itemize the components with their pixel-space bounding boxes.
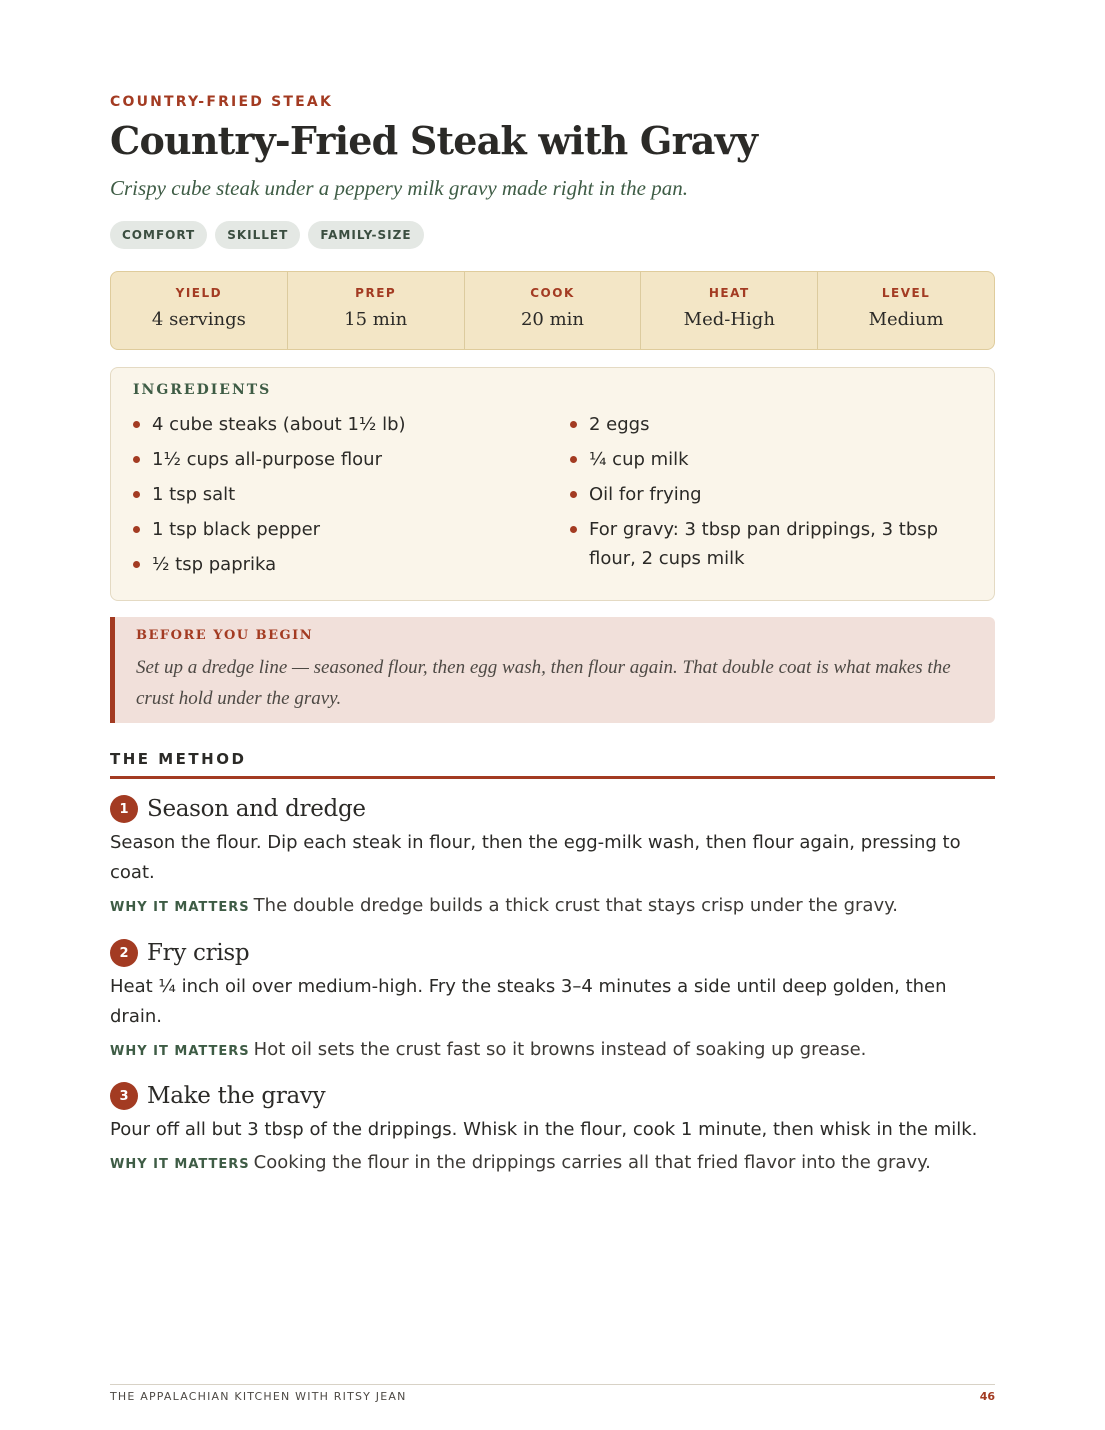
- recipe-kicker: COUNTRY-FRIED STEAK: [110, 94, 334, 110]
- why-label: WHY IT MATTERS: [110, 1157, 250, 1172]
- footer-divider: [110, 1384, 995, 1385]
- bullet-dot-icon: [133, 561, 140, 568]
- bullet-dot-icon: [133, 456, 140, 463]
- ingredient-text: For gravy: 3 tbsp pan drippings, 3 tbsp flour, 2 cups milk: [589, 519, 939, 569]
- step-title: Fry crisp: [147, 940, 250, 966]
- method-step-3: [110, 1081, 995, 1180]
- step-body: Heat ¼ inch oil over medium-high. Fry the steaks 3–4 minutes a side until deep golden, then drain.: [110, 976, 947, 1027]
- ingredient-item: [133, 550, 543, 579]
- ingredient-text: 2 eggs: [589, 414, 650, 435]
- step-why: [110, 1035, 995, 1067]
- tag-list: [110, 221, 424, 249]
- stat-label: PREP: [355, 286, 397, 300]
- step-number-badge: 2: [110, 939, 138, 967]
- bullet-dot-icon: [570, 421, 577, 428]
- step-header: [110, 938, 995, 968]
- stat-level: [818, 272, 994, 349]
- stat-value: Med-High: [683, 309, 775, 330]
- step-number-badge: 3: [110, 1082, 138, 1110]
- step-header: [110, 1081, 995, 1111]
- stat-prep: [288, 272, 465, 349]
- step-header: [110, 794, 995, 824]
- tag-comfort: COMFORT: [110, 221, 207, 249]
- why-text: Cooking the flour in the drippings carries all that fried flavor into the gravy.: [253, 1152, 931, 1173]
- stat-label: HEAT: [708, 286, 750, 300]
- callout-heading: BEFORE YOU BEGIN: [136, 628, 314, 643]
- ingredients-right-column: [570, 410, 965, 579]
- step-title: Make the gravy: [147, 1083, 326, 1109]
- ingredient-text: 1 tsp salt: [152, 484, 236, 505]
- footer-book-title: THE APPALACHIAN KITCHEN WITH RITSY JEAN: [110, 1390, 407, 1403]
- stat-label: COOK: [530, 286, 575, 300]
- why-text: The double dredge builds a thick crust that stays crisp under the gravy.: [253, 895, 898, 916]
- ingredient-item: [133, 480, 543, 509]
- recipe-subtitle: Crispy cube steak under a peppery milk gravy made right in the pan.: [110, 176, 688, 200]
- tag-family-size: FAMILY-SIZE: [308, 221, 423, 249]
- stat-value: 4 servings: [151, 309, 246, 330]
- step-why: [110, 1148, 995, 1180]
- method-step-1: [110, 794, 995, 923]
- stat-yield: [111, 272, 288, 349]
- bullet-dot-icon: [133, 526, 140, 533]
- method-heading: THE METHOD: [110, 750, 247, 768]
- why-label: WHY IT MATTERS: [110, 900, 250, 915]
- ingredient-text: 1½ cups all-purpose flour: [152, 449, 382, 470]
- step-why: [110, 891, 995, 923]
- method-divider: [110, 776, 995, 779]
- ingredient-item: [570, 445, 965, 474]
- why-text: Hot oil sets the crust fast so it browns instead of soaking up grease.: [253, 1039, 867, 1060]
- ingredient-text: 4 cube steaks (about 1½ lb): [152, 414, 406, 435]
- recipe-stats-bar: [110, 271, 995, 350]
- bullet-dot-icon: [133, 421, 140, 428]
- step-body: Pour off all but 3 tbsp of the drippings. Whisk in the flour, cook 1 minute, then whisk in the milk.: [110, 1119, 978, 1140]
- ingredient-item: [133, 410, 543, 439]
- bullet-dot-icon: [133, 491, 140, 498]
- stat-cook: [465, 272, 642, 349]
- recipe-title: Country-Fried Steak with Gravy: [110, 118, 758, 163]
- step-number-badge: 1: [110, 795, 138, 823]
- ingredient-item: [570, 410, 965, 439]
- ingredient-text: 1 tsp black pepper: [152, 519, 321, 540]
- ingredient-item: [570, 515, 965, 573]
- ingredient-item: [133, 445, 543, 474]
- ingredient-item: [570, 480, 965, 509]
- stat-heat: [641, 272, 818, 349]
- why-label: WHY IT MATTERS: [110, 1044, 250, 1059]
- bullet-dot-icon: [570, 456, 577, 463]
- stat-value: 20 min: [520, 309, 585, 330]
- ingredient-item: [133, 515, 543, 544]
- bullet-dot-icon: [570, 526, 577, 533]
- stat-value: 15 min: [344, 309, 408, 330]
- tag-skillet: SKILLET: [215, 221, 300, 249]
- ingredients-box: [110, 367, 995, 601]
- ingredients-left-column: [133, 410, 543, 585]
- step-title: Season and dredge: [147, 796, 366, 822]
- ingredient-text: ½ tsp paprika: [152, 554, 277, 575]
- method-step-2: [110, 938, 995, 1067]
- page-number: 46: [979, 1390, 995, 1403]
- ingredients-heading: INGREDIENTS: [133, 382, 272, 398]
- step-body: Season the flour. Dip each steak in flour, then the egg-milk wash, then flour again, pressing to coat.: [110, 832, 961, 883]
- stat-label: LEVEL: [881, 286, 931, 300]
- callout-text: Set up a dredge line — seasoned flour, then egg wash, then flour again. That double coat is what makes the crust hold under the gravy.: [136, 657, 951, 709]
- bullet-dot-icon: [570, 491, 577, 498]
- stat-value: Medium: [868, 309, 944, 330]
- ingredient-text: Oil for frying: [589, 484, 702, 505]
- ingredient-text: ¼ cup milk: [589, 449, 689, 470]
- stat-label: YIELD: [175, 286, 223, 300]
- before-you-begin-callout: [110, 617, 995, 723]
